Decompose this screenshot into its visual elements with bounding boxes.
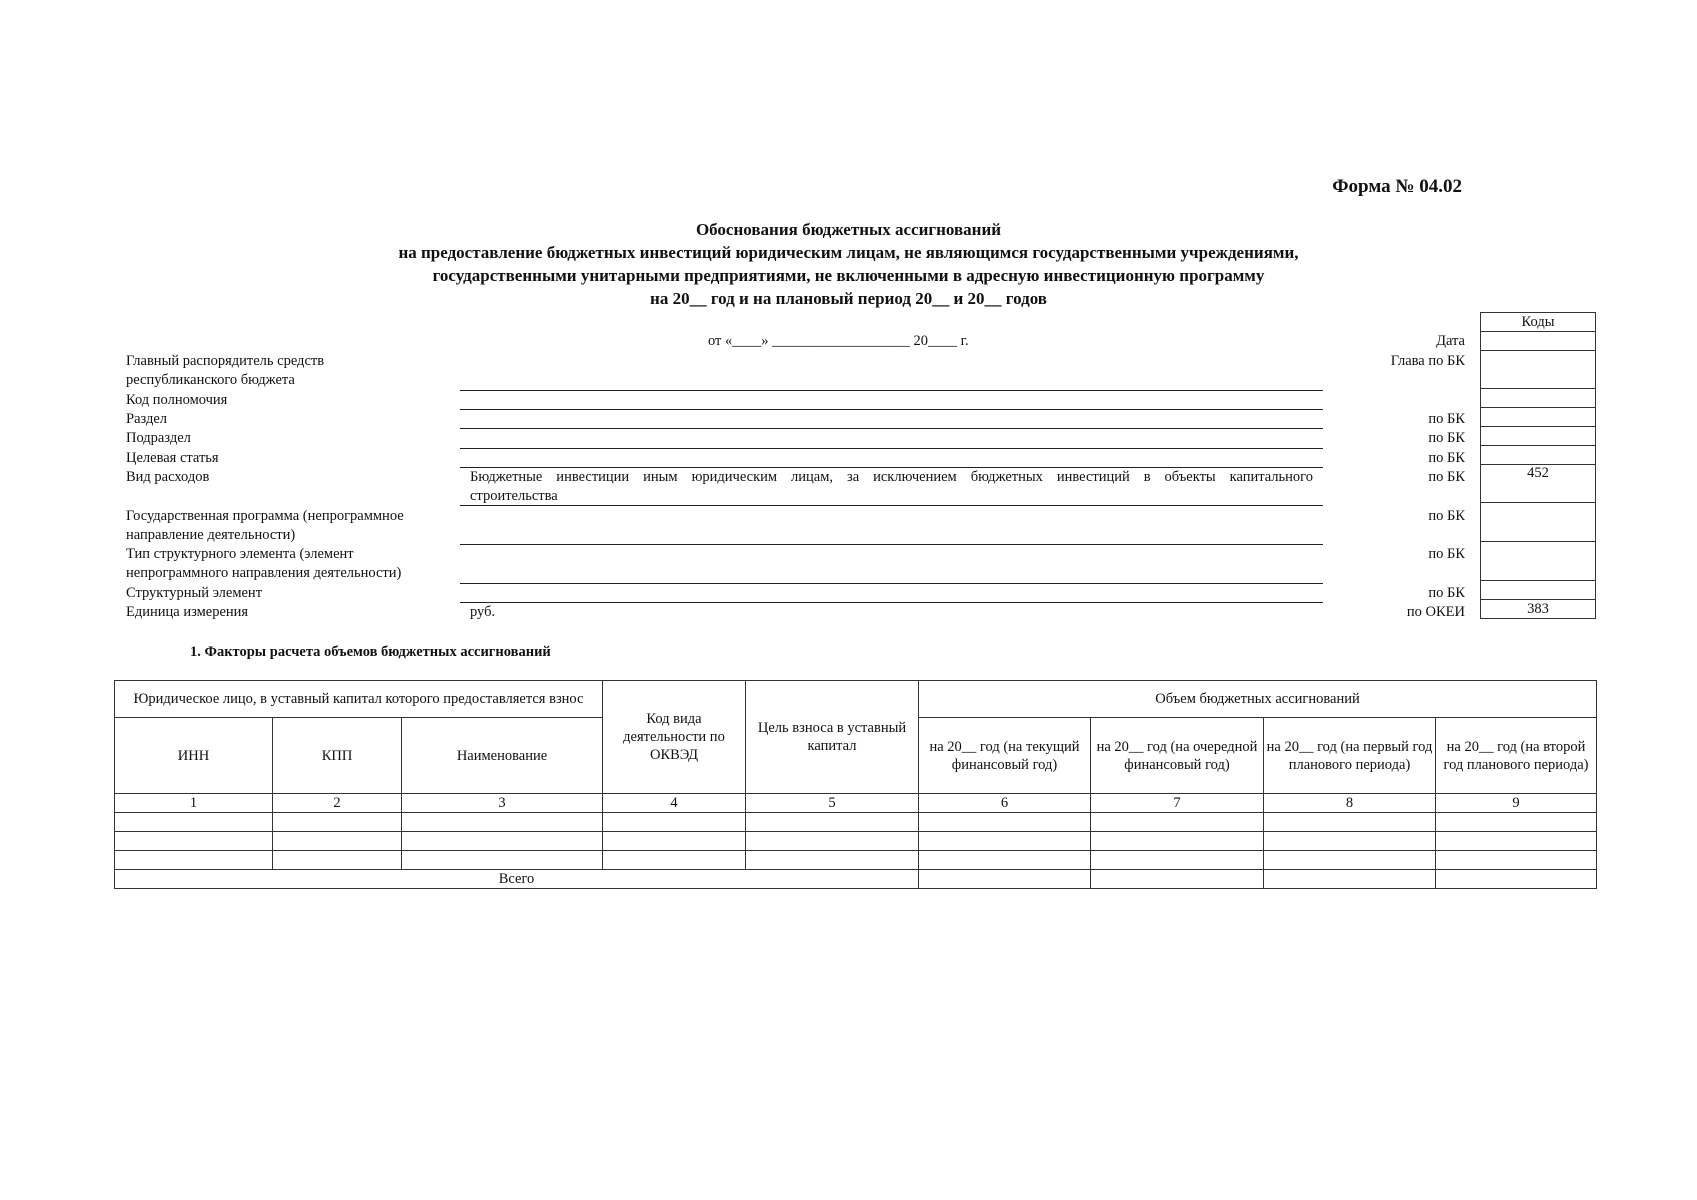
title-line-1: Обоснования бюджетных ассигнований: [695, 220, 1002, 239]
header-year-plan-2: на 20__ год (на второй год планового периода): [1436, 718, 1597, 794]
field-label-authority-code: Код полномочия: [126, 392, 228, 408]
field-label-section: Раздел: [126, 411, 168, 427]
cell[interactable]: [1091, 832, 1264, 851]
cell[interactable]: [115, 832, 273, 851]
codes-header: Коды: [1481, 313, 1596, 332]
col-number-8: 8: [1264, 794, 1436, 813]
cell[interactable]: [1091, 851, 1264, 870]
right-label-structural-type: по БК: [1428, 546, 1465, 562]
code-authority[interactable]: [1481, 389, 1596, 408]
total-year-current[interactable]: [919, 870, 1091, 889]
header-inn: ИНН: [115, 718, 273, 794]
field-label-subsection: Подраздел: [126, 430, 191, 446]
field-label-target-article: Целевая статья: [126, 450, 219, 466]
cell[interactable]: [919, 851, 1091, 870]
cell[interactable]: [919, 813, 1091, 832]
underline-section: [460, 428, 1323, 429]
total-year-plan-1[interactable]: [1264, 870, 1436, 889]
code-state-program[interactable]: [1481, 503, 1596, 542]
underline-state-program: [460, 544, 1323, 545]
cell[interactable]: [1436, 851, 1597, 870]
total-year-next[interactable]: [1091, 870, 1264, 889]
table-row: [115, 832, 1597, 851]
unit-value: руб.: [470, 604, 496, 620]
cell[interactable]: [402, 851, 603, 870]
cell[interactable]: [115, 813, 273, 832]
field-label-expense-type: Вид расходов: [126, 469, 210, 485]
header-legal-entity: Юридическое лицо, в уставный капитал которого предоставляется взнос: [115, 681, 603, 718]
header-kpp: КПП: [273, 718, 402, 794]
code-structural-element[interactable]: [1481, 581, 1596, 600]
header-volume: Объем бюджетных ассигнований: [919, 681, 1597, 718]
right-label-subsection: по БК: [1428, 430, 1465, 446]
header-okved: Код вида деятельности по ОКВЭД: [603, 681, 746, 794]
field-label-unit: Единица измерения: [126, 604, 249, 620]
col-number-1: 1: [115, 794, 273, 813]
col-number-3: 3: [402, 794, 603, 813]
form-number: Форма № 04.02: [1332, 176, 1462, 197]
field-label-structural-type: Тип структурного элемента (элемент: [126, 546, 354, 562]
total-label: Всего: [115, 870, 919, 889]
right-label-glava: Глава по БК: [1390, 353, 1465, 369]
col-number-4: 4: [603, 794, 746, 813]
date-line: от «____» ___________________ 20____ г.: [708, 333, 969, 349]
title-line-4: на 20__ год и на плановый период 20__ и 20__ годов: [650, 289, 1047, 308]
code-expense-type[interactable]: 452: [1481, 465, 1596, 503]
underline-grbs: [460, 390, 1323, 391]
title-line-3: государственными унитарными предприятиями, не включенными в адресную инвестиционную программу: [432, 266, 1265, 285]
cell[interactable]: [402, 832, 603, 851]
cell[interactable]: [603, 813, 746, 832]
col-number-9: 9: [1436, 794, 1597, 813]
code-unit[interactable]: 383: [1481, 600, 1596, 619]
cell[interactable]: [1264, 832, 1436, 851]
right-label-unit: по ОКЕИ: [1406, 604, 1465, 620]
code-section[interactable]: [1481, 408, 1596, 427]
field-label-grbs-2: республиканского бюджета: [126, 372, 295, 388]
underline-structural-element: [460, 602, 1323, 603]
factors-table: [114, 680, 1597, 889]
cell[interactable]: [115, 851, 273, 870]
field-label-state-program-2: направление деятельности): [126, 527, 296, 543]
table-row: [115, 851, 1597, 870]
underline-expense-type: [460, 505, 1323, 506]
title-line-2: на предоставление бюджетных инвестиций юридическим лицам, не являющимся государственными учреждениями,: [398, 243, 1299, 262]
cell[interactable]: [402, 813, 603, 832]
header-purpose: Цель взноса в уставный капитал: [746, 681, 919, 794]
field-label-state-program: Государственная программа (непрограммное: [126, 508, 404, 524]
field-label-structural-type-2: непрограммного направления деятельности): [126, 565, 402, 581]
col-number-7: 7: [1091, 794, 1264, 813]
code-target-article[interactable]: [1481, 446, 1596, 465]
cell[interactable]: [603, 851, 746, 870]
cell[interactable]: [746, 851, 919, 870]
cell[interactable]: [1436, 832, 1597, 851]
code-glava[interactable]: [1481, 351, 1596, 389]
col-number-6: 6: [919, 794, 1091, 813]
underline-subsection: [460, 448, 1323, 449]
cell[interactable]: [603, 832, 746, 851]
cell[interactable]: [1264, 851, 1436, 870]
right-label-expense-type: по БК: [1428, 469, 1465, 485]
right-label-target-article: по БК: [1428, 450, 1465, 466]
header-year-current: на 20__ год (на текущий финансовый год): [919, 718, 1091, 794]
total-row: [115, 870, 1597, 889]
codes-table: [1480, 312, 1596, 619]
col-number-2: 2: [273, 794, 402, 813]
cell[interactable]: [1091, 813, 1264, 832]
cell[interactable]: [1264, 813, 1436, 832]
cell[interactable]: [746, 832, 919, 851]
expense-type-value-2: строительства: [470, 488, 558, 504]
total-year-plan-2[interactable]: [1436, 870, 1597, 889]
field-label-grbs: Главный распорядитель средств: [126, 353, 325, 369]
date-label: Дата: [1436, 333, 1465, 349]
right-label-section: по БК: [1428, 411, 1465, 427]
section-title: 1. Факторы расчета объемов бюджетных ассигнований: [190, 644, 551, 660]
header-year-next: на 20__ год (на очередной финансовый год): [1091, 718, 1264, 794]
cell[interactable]: [919, 832, 1091, 851]
header-name: Наименование: [402, 718, 603, 794]
code-date[interactable]: [1481, 332, 1596, 351]
cell[interactable]: [273, 851, 402, 870]
code-structural-type[interactable]: [1481, 542, 1596, 581]
underline-authority-code: [460, 409, 1323, 410]
cell[interactable]: [273, 832, 402, 851]
code-subsection[interactable]: [1481, 427, 1596, 446]
expense-type-value: Бюджетные инвестиции иным юридическим лицам, за исключением бюджетных инвестиций в объекты капитального: [470, 469, 1313, 485]
underline-structural-type: [460, 583, 1323, 584]
field-label-structural-element: Структурный элемент: [126, 585, 263, 601]
header-year-plan-1: на 20__ год (на первый год планового периода): [1264, 718, 1436, 794]
cell[interactable]: [1436, 813, 1597, 832]
col-number-5: 5: [746, 794, 919, 813]
cell[interactable]: [273, 813, 402, 832]
table-row: [115, 813, 1597, 832]
right-label-structural-element: по БК: [1428, 585, 1465, 601]
cell[interactable]: [746, 813, 919, 832]
right-label-state-program: по БК: [1428, 508, 1465, 524]
